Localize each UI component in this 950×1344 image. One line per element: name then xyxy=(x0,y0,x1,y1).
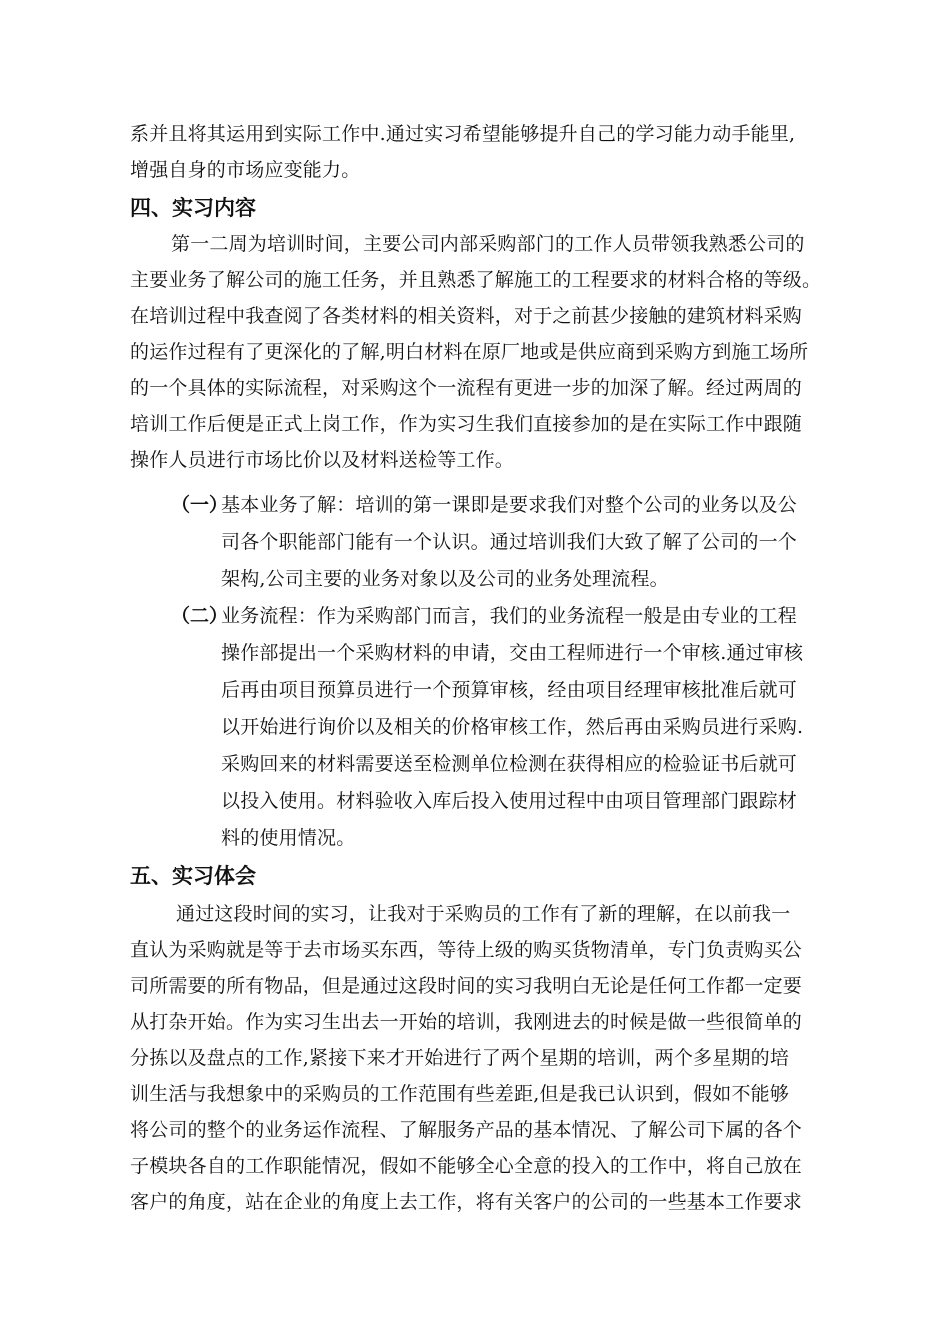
paragraph-line: 第一二周为培训时间，主要公司内部采购部门的工作人员带领我熟悉公司的 xyxy=(171,233,805,255)
section-heading: 四、实习内容 xyxy=(130,196,256,220)
paragraph-line: 通过这段时间的实习，让我对于采购员的工作有了新的理解，在以前我一 xyxy=(176,903,791,925)
list-item-line: 司各个职能部门能有一个认识。通过培训我们大致了解了公司的一个 xyxy=(221,531,798,553)
list-item-line: 操作部提出一个采购材料的申请，交由工程师进行一个审核.通过审核 xyxy=(221,642,804,664)
paragraph-line: 客户的角度，站在企业的角度上去工作，将有关客户的公司的一些基本工作要求 xyxy=(130,1191,803,1213)
list-item-line: 后再由项目预算员进行一个预算审核，经由项目经理审核批准后就可 xyxy=(221,679,798,701)
paragraph-line: 训生活与我想象中的采购员的工作范围有些差距,但是我已认识到，假如不能够 xyxy=(130,1083,790,1105)
list-item-line: 业务流程：作为采购部门而言，我们的业务流程一般是由专业的工程 xyxy=(221,605,798,627)
list-item-line: 料的使用情况。 xyxy=(221,827,356,849)
paragraph-line: 培训工作后便是正式上岗工作，作为实习生我们直接参加的是在实际工作中跟随 xyxy=(130,413,803,435)
paragraph-line: 分拣以及盘点的工作,紧接下来才开始进行了两个星期的培训，两个多星期的培 xyxy=(130,1047,790,1069)
list-item-line: 以开始进行询价以及相关的价格审核工作，然后再由采购员进行采购. xyxy=(221,716,804,738)
paragraph-line: 直认为采购就是等于去市场买东西，等待上级的购买货物清单，专门负责购买公 xyxy=(130,939,803,961)
paragraph-line: 在培训过程中我查阅了各类材料的相关资料，对于之前甚少接触的建筑材料采购 xyxy=(130,305,803,327)
paragraph-line: 子模块各自的工作职能情况，假如不能够全心全意的投入的工作中，将自己放在 xyxy=(130,1155,803,1177)
paragraph-line: 操作人员进行市场比价以及材料送检等工作。 xyxy=(130,449,515,471)
intro-line: 系并且将其运用到实际工作中.通过实习希望能够提升自己的学习能力动手能里, xyxy=(130,123,796,145)
list-item-line: 基本业务了解：培训的第一课即是要求我们对整个公司的业务以及公 xyxy=(221,494,798,516)
paragraph-line: 主要业务了解公司的施工任务，并且熟悉了解施工的工程要求的材料合格的等级。 xyxy=(130,269,822,291)
list-item-line: 架构,公司主要的业务对象以及公司的业务处理流程。 xyxy=(221,568,669,590)
paragraph-line: 将公司的整个的业务运作流程、了解服务产品的基本情况、了解公司下属的各个 xyxy=(130,1119,803,1141)
paragraph-line: 的运作过程有了更深化的了解,明白材料在原厂地或是供应商到采购方到施工场所 xyxy=(130,341,809,363)
paragraph-line: 从打杂开始。作为实习生出去一开始的培训，我刚进去的时候是做一些很简单的 xyxy=(130,1011,803,1033)
list-marker: （一） xyxy=(171,494,229,516)
intro-line: 增强自身的市场应变能力。 xyxy=(130,159,361,181)
paragraph-line: 司所需要的所有物品，但是通过这段时间的实习我明白无论是任何工作都一定要 xyxy=(130,975,803,997)
section-heading: 五、实习体会 xyxy=(130,864,256,888)
list-item-line: 以投入使用。材料验收入库后投入使用过程中由项目管理部门跟踪材 xyxy=(221,790,798,812)
list-marker: （二） xyxy=(171,605,229,627)
list-item-line: 采购回来的材料需要送至检测单位检测在获得相应的检验证书后就可 xyxy=(221,753,798,775)
paragraph-line: 的一个具体的实际流程，对采购这个一流程有更进一步的加深了解。经过两周的 xyxy=(130,377,803,399)
